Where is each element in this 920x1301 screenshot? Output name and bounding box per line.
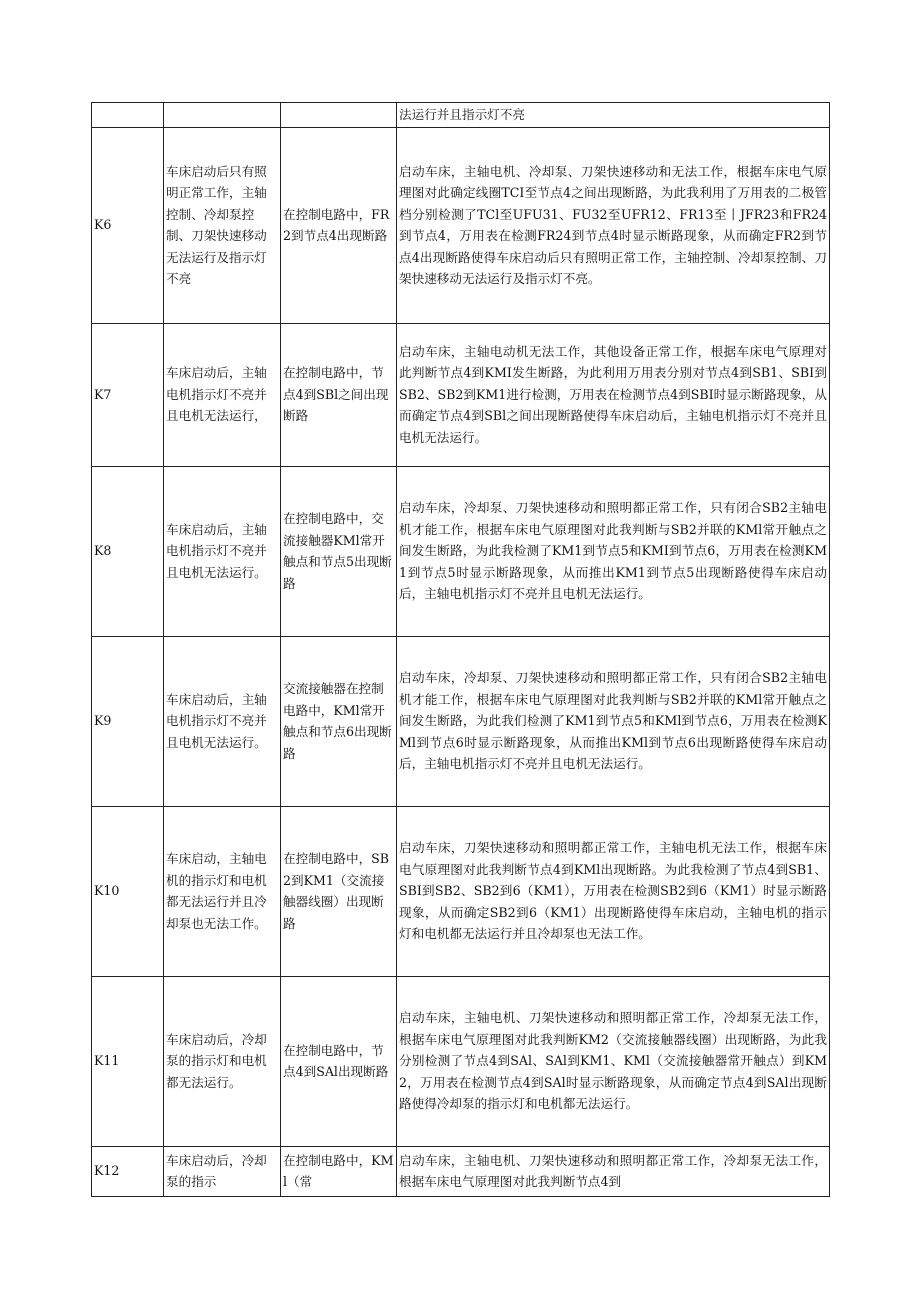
cause-cell: 交流接触器在控制电路中，KMl常开触点和节点6出现断路 [281,636,397,806]
fault-id-cell: K8 [92,466,164,636]
fault-id-cell: K9 [92,636,164,806]
table-row [92,976,830,1146]
fault-id-cell: K12 [92,1146,164,1196]
procedure-cell: 启动车床，主轴电机、刀架快速移动和照明都正常工作，冷却泵无法工作，根据车床电气原理图对此我判断KM2（交流接触器线圈）出现断路，为此我分别检测了节点4到SAl、SAl到KM1、KMl（交流接触器常开触点）到KM2，万用表在检测节点4到SAl时显示断路现象，从而确定节点4到SAl出现断路使得冷却泵的指示灯和电机都无法运行。 [397,976,830,1146]
procedure-cell: 启动车床，冷却泵、刀架快速移动和照明都正常工作，只有闭合SB2主轴电机才能工作，根据车床电气原理图对此我判断与SB2并联的KMl常开触点之间发生断路，为此我检测了KM1到节点5和KMI到节点6，万用表在检测KM1到节点5时显示断路现象，从而推出KM1到节点5出现断路使得车床启动后，主轴电机指示灯不亮并且电机无法运行。 [397,466,830,636]
table-row [92,127,830,323]
cause-cell: 在控制电路中，交流接触器KMl常开触点和节点5出现断路 [281,466,397,636]
fault-id-cell: K10 [92,806,164,976]
fault-diagnosis-table [91,102,830,1197]
symptom-cell: 车床启动后，主轴电机指示灯不亮并且电机无法运行。 [164,636,281,806]
cause-cell [281,103,397,128]
table-row [92,636,830,806]
symptom-cell: 车床启动后，主轴电机指示灯不亮并且电机无法运行， [164,323,281,466]
procedure-cell: 法运行并且指示灯不亮 [397,103,830,128]
table-row [92,1146,830,1196]
procedure-cell: 启动车床，刀架快速移动和照明都正常工作，主轴电机无法工作，根据车床电气原理图对此我判断节点4到KMl出现断路。为此我检测了节点4到SB1、SBI到SB2、SB2到6（KM1），万用表在检测SB2到6（KM1）时显示断路现象，从而确定SB2到6（KM1）出现断路使得车床启动，主轴电机的指示灯和电机都无法运行并且冷却泵也无法工作。 [397,806,830,976]
table-row [92,466,830,636]
cause-cell: 在控制电路中，FR2到节点4出现断路 [281,127,397,323]
symptom-cell: 车床启动后，主轴电机指示灯不亮并且电机无法运行。 [164,466,281,636]
fault-id-cell: K6 [92,127,164,323]
symptom-cell: 车床启动后只有照明正常工作，主轴控制、冷却泵控制、刀架快速移动无法运行及指示灯不亮 [164,127,281,323]
symptom-cell: 车床启动后，冷却泵的指示灯和电机都无法运行。 [164,976,281,1146]
fault-id-cell: K7 [92,323,164,466]
cause-cell: 在控制电路中，SB2到KM1（交流接触器线圈）出现断路 [281,806,397,976]
procedure-cell: 启动车床，冷却泵、刀架快速移动和照明都正常工作，只有闭合SB2主轴电机才能工作，根据车床电气原理图对此我判断与SB2并联的KMl常开触点之间发生断路，为此我们检测了KM1到节点5和KMl到节点6，万用表在检测KMl到节点6时显示断路现象，从而推出KMl到节点6出现断路使得车床启动后，主轴电机指示灯不亮并且电机无法运行。 [397,636,830,806]
table-row [92,806,830,976]
table-row [92,323,830,466]
cause-cell: 在控制电路中，KMl（常 [281,1146,397,1196]
procedure-cell: 启动车床，主轴电动机无法工作，其他设备正常工作，根据车床电气原理对此判断节点4到KMI发生断路，为此利用万用表分别对节点4到SB1、SBI到SB2、SB2到KM1进行检测，万用表在检测节点4到SBI时显示断路现象，从而确定节点4到SBl之间出现断路使得车床启动后，主轴电机指示灯不亮并且电机无法运行。 [397,323,830,466]
table-row [92,103,830,128]
symptom-cell: 车床启动，主轴电机的指示灯和电机都无法运行并且冷却泵也无法工作。 [164,806,281,976]
symptom-cell [164,103,281,128]
procedure-cell: 启动车床，主轴电机、刀架快速移动和照明都正常工作，冷却泵无法工作，根据车床电气原理图对此我判断节点4到 [397,1146,830,1196]
cause-cell: 在控制电路中，节点4到SAl出现断路 [281,976,397,1146]
cause-cell: 在控制电路中，节点4到SBl之间出现断路 [281,323,397,466]
procedure-cell: 启动车床，主轴电机、冷却泵、刀架快速移动和无法工作，根据车床电气原理图对此确定线圈TCI至节点4之间出现断路，为此我利用了万用表的二极管档分别检测了TCl至UFU31、FU32至UFR12、FR13至丨JFR23和FR24到节点4，万用表在检测FR24到节点4时显示断路现象，从而确定FR2到节点4出现断路使得车床启动后只有照明正常工作，主轴控制、冷却泵控制、刀架快速移动无法运行及指示灯不亮。 [397,127,830,323]
symptom-cell: 车床启动后，冷却泵的指示 [164,1146,281,1196]
fault-id-cell [92,103,164,128]
fault-id-cell: K11 [92,976,164,1146]
